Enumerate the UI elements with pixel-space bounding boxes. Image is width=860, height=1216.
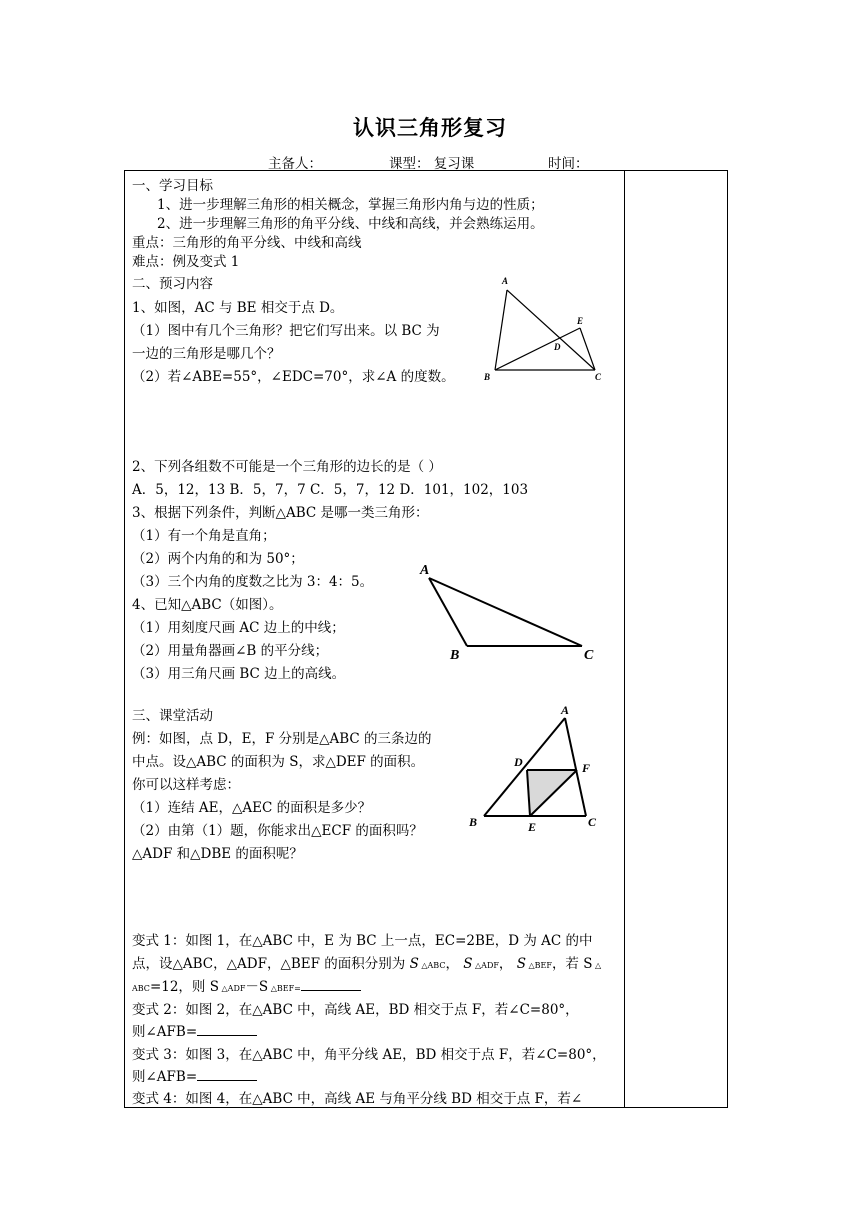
point-label: C: [584, 648, 594, 663]
point-label: B: [484, 372, 491, 382]
question-text: 3、根据下列条件，判断△ABC 是哪一类三角形：: [132, 505, 429, 521]
answer-options: A．5，12，13 B．5，7，7 C．5，7，12 D．101，102，103: [132, 482, 529, 498]
variant-text: 则∠AFB=: [132, 1068, 257, 1086]
question-text: 一边的三角形是哪几个？: [132, 346, 281, 362]
example-text: （1）连结 AE，△AEC 的面积是多少？: [132, 800, 372, 816]
figure-midpoint-triangle: [462, 700, 612, 840]
point-label: A: [561, 703, 570, 717]
difficulty-text: 难点：例及变式 1: [132, 254, 240, 270]
variant-text: 点，设△ABC，△ADF，△BEF 的面积分别为 S △ABC， S △ADF， S △BEF，若 S △: [132, 956, 602, 972]
point-label: F: [582, 761, 591, 775]
question-text: 1、如图，AC 与 BE 相交于点 D。: [132, 300, 344, 316]
question-text: （1）有一个角是直角；: [132, 528, 276, 544]
example-text: △ADF 和△DBE 的面积呢？: [132, 846, 303, 862]
variant-text: 变式 1：如图 1，在△ABC 中，E 为 BC 上一点，EC=2BE，D 为 AC 的中: [132, 933, 593, 949]
time-label: 时间：: [548, 156, 589, 172]
question-text: 2、下列各组数不可能是一个三角形的边长的是（ ）: [132, 459, 442, 475]
variant-text: 变式 2：如图 2，在△ABC 中，高线 AE，BD 相交于点 F，若∠C=80°，: [132, 1002, 579, 1018]
point-label: B: [450, 648, 460, 663]
notes-column-divider: [624, 170, 625, 1108]
section-heading: 三、课堂活动: [132, 708, 213, 724]
goal-text: 1、进一步理解三角形的相关概念，掌握三角形内角与边的性质；: [157, 197, 544, 213]
answer-blank: [301, 978, 361, 991]
variant-text: ABC=12，则 S △ADF－S △BEF=: [132, 978, 361, 998]
key-point-text: 重点：三角形的角平分线、中线和高线: [132, 235, 362, 251]
example-text: （2）由第（1）题，你能求出△ECF 的面积吗？: [132, 823, 423, 839]
variant-text: 则∠AFB=: [132, 1023, 257, 1041]
figure-obtuse-triangle: [410, 555, 610, 665]
question-text: （1）用刻度尺画 AC 边上的中线；: [132, 620, 345, 636]
page-title: 认识三角形复习: [353, 116, 507, 140]
figure-intersecting-lines: [480, 276, 610, 386]
answer-blank: [197, 1023, 257, 1036]
section-heading: 二、预习内容: [132, 276, 213, 292]
section-heading: 一、学习目标: [132, 178, 213, 194]
example-text: 中点。设△ABC 的面积为 S，求△DEF 的面积。: [132, 754, 425, 770]
point-label: E: [528, 820, 537, 834]
variant-text: 变式 4：如图 4，在△ABC 中，高线 AE 与角平分线 BD 相交于点 F，若∠: [132, 1091, 583, 1107]
example-text: 例：如图，点 D，E，F 分别是△ABC 的三条边的: [132, 731, 432, 747]
point-label: A: [502, 276, 509, 286]
question-text: （3）三个内角的度数之比为 3：4：5。: [132, 574, 374, 590]
point-label: D: [554, 342, 561, 352]
preparer-label: 主备人：: [268, 156, 322, 172]
question-text: （1）图中有几个三角形？把它们写出来。以 BC 为: [132, 323, 440, 339]
point-label: D: [514, 755, 523, 769]
point-label: B: [469, 815, 478, 829]
question-text: （3）用三角尺画 BC 边上的高线。: [132, 666, 346, 682]
lesson-meta: [0, 152, 860, 172]
question-text: 4、已知△ABC（如图）。: [132, 597, 283, 613]
question-text: （2）两个内角的和为 50°；: [132, 551, 304, 567]
variant-text: 变式 3：如图 3，在△ABC 中，角平分线 AE，BD 相交于点 F，若∠C=80°，: [132, 1047, 606, 1063]
point-label: C: [595, 372, 602, 382]
lesson-type-label: 课型： 复习课: [389, 156, 475, 172]
point-label: E: [577, 316, 584, 326]
question-text: （2）若∠ABE=55°，∠EDC=70°，求∠A 的度数。: [132, 369, 455, 385]
goal-text: 2、进一步理解三角形的角平分线、中线和高线，并会熟练运用。: [157, 216, 544, 232]
point-label: C: [588, 815, 597, 829]
question-text: （2）用量角器画∠B 的平分线；: [132, 643, 329, 659]
example-text: 你可以这样考虑：: [132, 777, 240, 793]
point-label: A: [420, 563, 430, 578]
answer-blank: [197, 1068, 257, 1081]
